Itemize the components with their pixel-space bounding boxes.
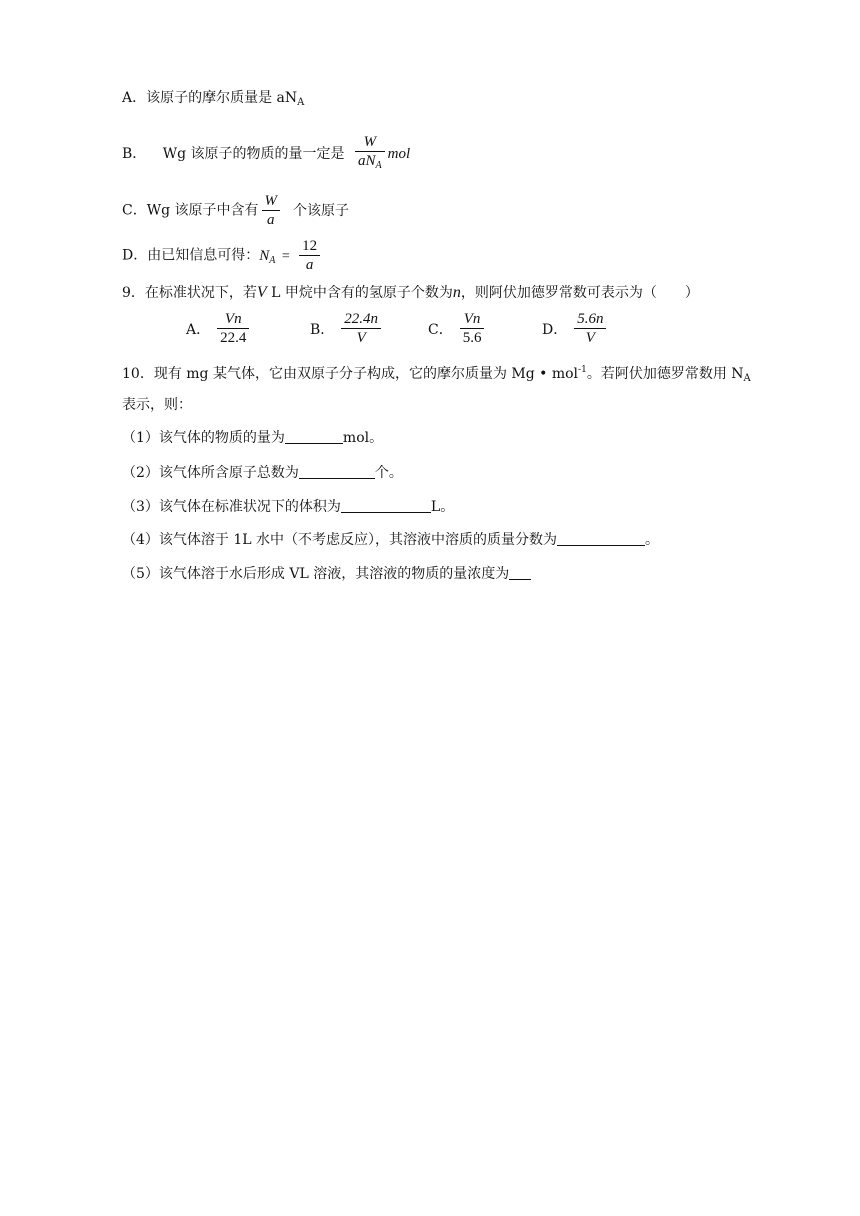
- q9-option-d-numerator: 5.6n: [574, 310, 606, 329]
- q10-part-3-blank[interactable]: [341, 498, 431, 513]
- q10-part-5: [122, 564, 531, 584]
- q10-part-5-blank[interactable]: [509, 565, 531, 580]
- q10-stem-text-c: 表示，则：: [122, 397, 192, 413]
- q8-option-a-sub: A: [297, 97, 305, 108]
- q9-stem: [122, 283, 699, 303]
- q8-option-b: [122, 133, 410, 175]
- q10-part-1-unit: mol。: [342, 430, 384, 446]
- q9-option-c-numerator: Vn: [460, 310, 485, 329]
- q8-option-d-text: D．由已知信息可得：: [122, 247, 260, 264]
- q10-stem-sup: -1: [578, 365, 587, 375]
- q9-stem-part2: L 甲烷中含有的氢原子个数为: [266, 285, 453, 301]
- q10-stem-text-b: 。若阿伏加德罗常数用 N: [586, 366, 744, 382]
- q8-option-c-fraction: [262, 192, 281, 229]
- q9-option-a-fraction: [217, 310, 249, 347]
- q9-option-a: [186, 310, 252, 347]
- q9-stem-part3: ，则阿伏加德罗常数可表示为（ ）: [460, 285, 699, 301]
- q8-option-c-text: C．Wg 该原子中含有: [122, 202, 259, 219]
- q8-option-c-numerator: W: [262, 192, 281, 211]
- q10-part-4-blank[interactable]: [557, 531, 645, 546]
- q8-option-d: [122, 237, 323, 274]
- q9-option-b: [310, 310, 384, 347]
- q10-part-3: [122, 497, 454, 517]
- q10-part-4-end: 。: [645, 532, 660, 548]
- q10-part-2: [122, 463, 403, 483]
- q10-part-4-text: （4）该气体溶于 1L 水中（不考虑反应），其溶液中溶质的质量分数为: [122, 532, 558, 548]
- q8-option-b-den-main: aN: [358, 153, 376, 169]
- q8-option-b-label: B．: [122, 146, 147, 162]
- q9-option-b-fraction: [341, 310, 381, 347]
- q10-part-3-unit: L。: [430, 499, 455, 515]
- q10-part-1-text: （1）该气体的物质的量为: [122, 430, 285, 446]
- q8-option-b-denominator: [355, 152, 385, 175]
- q10-stem-sub: A: [743, 373, 751, 384]
- q9-stem-n: n: [452, 284, 461, 301]
- q9-option-c-denominator: 5.6: [462, 330, 482, 346]
- q10-part-2-unit: 个。: [374, 465, 403, 481]
- q9-option-b-denominator: V: [356, 330, 366, 346]
- q8-option-b-den-sub: A: [375, 160, 382, 171]
- q9-option-a-denominator: 22.4: [220, 330, 247, 346]
- q9-option-c-fraction: [460, 310, 485, 347]
- q8-option-d-lhs-sub: A: [269, 254, 276, 266]
- q9-stem-v: V: [256, 284, 267, 301]
- q8-option-b-fraction: [355, 133, 385, 175]
- q10-part-3-text: （3）该气体在标准状况下的体积为: [122, 499, 341, 515]
- q8-option-d-fraction: [299, 237, 320, 274]
- q8-option-c-denominator: a: [267, 212, 275, 228]
- q10-part-1: [122, 428, 383, 448]
- q9-option-d-label: D．: [542, 321, 568, 338]
- q10-stem-text-a: 10．现有 mg 某气体，它由双原子分子构成，它的摩尔质量为 Mg • mol: [122, 366, 579, 382]
- q9-option-a-numerator: Vn: [217, 310, 249, 329]
- q8-option-d-denominator: a: [305, 257, 314, 273]
- q8-option-b-numerator: W: [355, 133, 385, 152]
- q9-option-c: [428, 310, 487, 347]
- q9-stem-part1: 9．在标准状况下，若: [122, 285, 257, 301]
- q9-option-d-denominator: V: [585, 330, 595, 346]
- q8-option-c: [122, 192, 349, 229]
- q8-option-d-lhs-main: N: [259, 247, 270, 264]
- q10-part-1-blank[interactable]: [285, 429, 343, 444]
- q9-option-d-fraction: [574, 310, 606, 347]
- q8-option-d-equals: =: [281, 248, 290, 264]
- q8-option-d-numerator: 12: [299, 237, 320, 256]
- q10-stem-line2: [122, 395, 192, 415]
- q10-part-4: [122, 530, 659, 550]
- q8-option-a-text: A．该原子的摩尔质量是 aN: [122, 90, 298, 106]
- q10-part-2-text: （2）该气体所含原子总数为: [122, 465, 299, 481]
- q10-part-2-blank[interactable]: [299, 464, 375, 479]
- q8-option-b-text: Wg 该原子的物质的量一定是: [162, 146, 345, 162]
- q9-option-b-numerator: 22.4n: [341, 310, 381, 329]
- q10-part-5-text: （5）该气体溶于水后形成 VL 溶液，其溶液的物质的量浓度为: [122, 566, 510, 582]
- q8-option-b-unit: mol: [387, 146, 411, 162]
- q8-option-d-lhs: [259, 248, 275, 264]
- q9-option-d: [542, 310, 609, 347]
- q10-stem-line1: [122, 360, 751, 389]
- q8-option-a: [122, 88, 304, 113]
- q8-option-c-suffix: 个该原子: [293, 202, 350, 219]
- q9-option-c-label: C．: [428, 321, 453, 338]
- q9-option-a-label: A．: [186, 321, 211, 338]
- q9-option-b-label: B．: [310, 321, 335, 338]
